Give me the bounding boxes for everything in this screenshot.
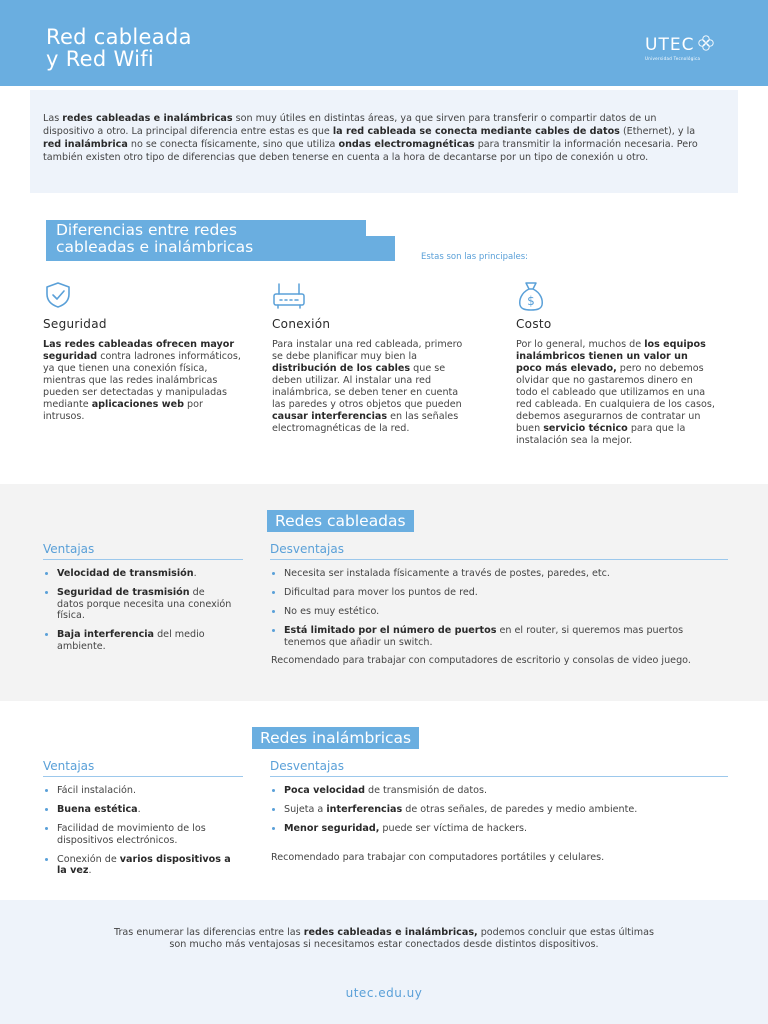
wired-cons-list xyxy=(270,568,720,656)
list-item: No es muy estético. xyxy=(270,606,720,618)
conclusion-text: Tras enumerar las diferencias entre las redes cableadas e inalámbricas, podemos concluir que estas últimas son mucho más ventajosas si necesitamos estar conectados desde distintos dispositivos. xyxy=(114,927,654,950)
diff-heading-line-2: cableadas e inalámbricas xyxy=(56,238,254,256)
list-item: Buena estética. xyxy=(43,804,238,816)
wired-pros-rule xyxy=(43,559,243,560)
column-costo xyxy=(516,280,716,447)
svg-text:$: $ xyxy=(527,294,535,308)
wireless-recommendation: Recomendado para trabajar con computadores portátiles y celulares. xyxy=(271,852,605,863)
list-item: Necesita ser instalada físicamente a través de postes, paredes, etc. xyxy=(270,568,720,580)
header-banner xyxy=(0,0,768,86)
wired-pros-heading: Ventajas xyxy=(43,542,95,556)
title-line-1: Red cableada xyxy=(46,25,192,49)
wireless-cons-list xyxy=(270,785,650,842)
wired-heading: Redes cableadas xyxy=(267,510,414,532)
list-item: Está limitado por el número de puertos en el router, si queremos mas puertos tenemos que añadir un switch. xyxy=(270,625,720,648)
website-link[interactable]: utec.edu.uy xyxy=(345,986,423,1000)
list-item: Velocidad de transmisión. xyxy=(43,568,233,580)
wireless-heading: Redes inalámbricas xyxy=(252,727,419,749)
router-icon xyxy=(272,280,472,312)
shield-icon xyxy=(43,280,243,312)
list-item: Conexión de varios dispositivos a la vez. xyxy=(43,854,238,877)
page-title xyxy=(46,26,192,70)
intro-box xyxy=(30,90,738,193)
wireless-cons-heading: Desventajas xyxy=(270,759,344,773)
utec-logo xyxy=(645,36,700,61)
list-item: Poca velocidad de transmisión de datos. xyxy=(270,785,650,797)
list-item: Sujeta a interferencias de otras señales, de paredes y medio ambiente. xyxy=(270,804,650,816)
diff-heading-line-1: Diferencias entre redes xyxy=(56,221,237,239)
column-title-conexion: Conexión xyxy=(272,317,331,331)
column-title-costo: Costo xyxy=(516,317,552,331)
wired-pros-list xyxy=(43,568,233,660)
wireless-pros-list xyxy=(43,785,238,884)
column-seguridad xyxy=(43,280,243,423)
flower-icon xyxy=(697,34,715,52)
column-text-costo: Por lo general, muchos de los equipos inalámbricos tienen un valor un poco más elevado, pero no debemos olvidar que no gastaremos dinero en todo el cableado que utilizamos en una red cableada. En cualquiera de los casos, debemos asegurarnos de contratar un buen servicio técnico para que la instalación sea la mejor. xyxy=(516,339,715,446)
logo-subtitle: Universidad Tecnológica xyxy=(645,56,701,61)
wired-cons-heading: Desventajas xyxy=(270,542,344,556)
wireless-cons-rule xyxy=(270,776,728,777)
wireless-pros-rule xyxy=(43,776,243,777)
intro-paragraph: Las redes cableadas e inalámbricas son muy útiles en distintas áreas, ya que sirven para transferir o compartir datos de un dispositivo a otro. La principal diferencia entre estas es que la red cableada se conecta mediante cables de datos (Ethernet), y la red inalámbrica no se conecta físicamente, sino que utiliza ondas electromagnéticas para transmitir la información necesaria. Pero también existen otro tipo de diferencias que deben tenerse en cuenta a la hora de decantarse por un tipo de conexión u otro. xyxy=(43,113,698,163)
wired-cons-rule xyxy=(270,559,728,560)
wired-recommendation: Recomendado para trabajar con computadores de escritorio y consolas de video juego. xyxy=(271,655,691,666)
column-text-seguridad: Las redes cableadas ofrecen mayor seguridad contra ladrones informáticos, ya que tienen una conexión física, mientras que las redes inalámbricas pueden ser detectadas y manipuladas mediante aplicaciones web por intrusos. xyxy=(43,339,241,422)
list-item: Facilidad de movimiento de los dispositivos electrónicos. xyxy=(43,823,238,846)
money-bag-icon xyxy=(516,280,716,312)
logo-text: UTEC xyxy=(645,35,695,55)
list-item: Fácil instalación. xyxy=(43,785,238,797)
column-conexion xyxy=(272,280,472,435)
column-title-seguridad: Seguridad xyxy=(43,317,107,331)
title-line-2: y Red Wifi xyxy=(46,47,155,71)
list-item: Seguridad de trasmisión de datos porque necesita una conexión física. xyxy=(43,587,233,622)
list-item: Dificultad para mover los puntos de red. xyxy=(270,587,720,599)
differences-heading xyxy=(56,222,253,256)
footer xyxy=(0,900,768,1024)
differences-subtitle: Estas son las principales: xyxy=(421,252,529,262)
wireless-pros-heading: Ventajas xyxy=(43,759,95,773)
list-item: Baja interferencia del medio ambiente. xyxy=(43,629,233,652)
column-text-conexion: Para instalar una red cableada, primero se debe planificar muy bien la distribución de los cables que se deben utilizar. Al instalar una red inalámbrica, se deben tener en cuenta las paredes y otros objetos que pueden causar interferencias en las señales electromagnéticas de la red. xyxy=(272,339,463,434)
list-item: Menor seguridad, puede ser víctima de hackers. xyxy=(270,823,650,835)
